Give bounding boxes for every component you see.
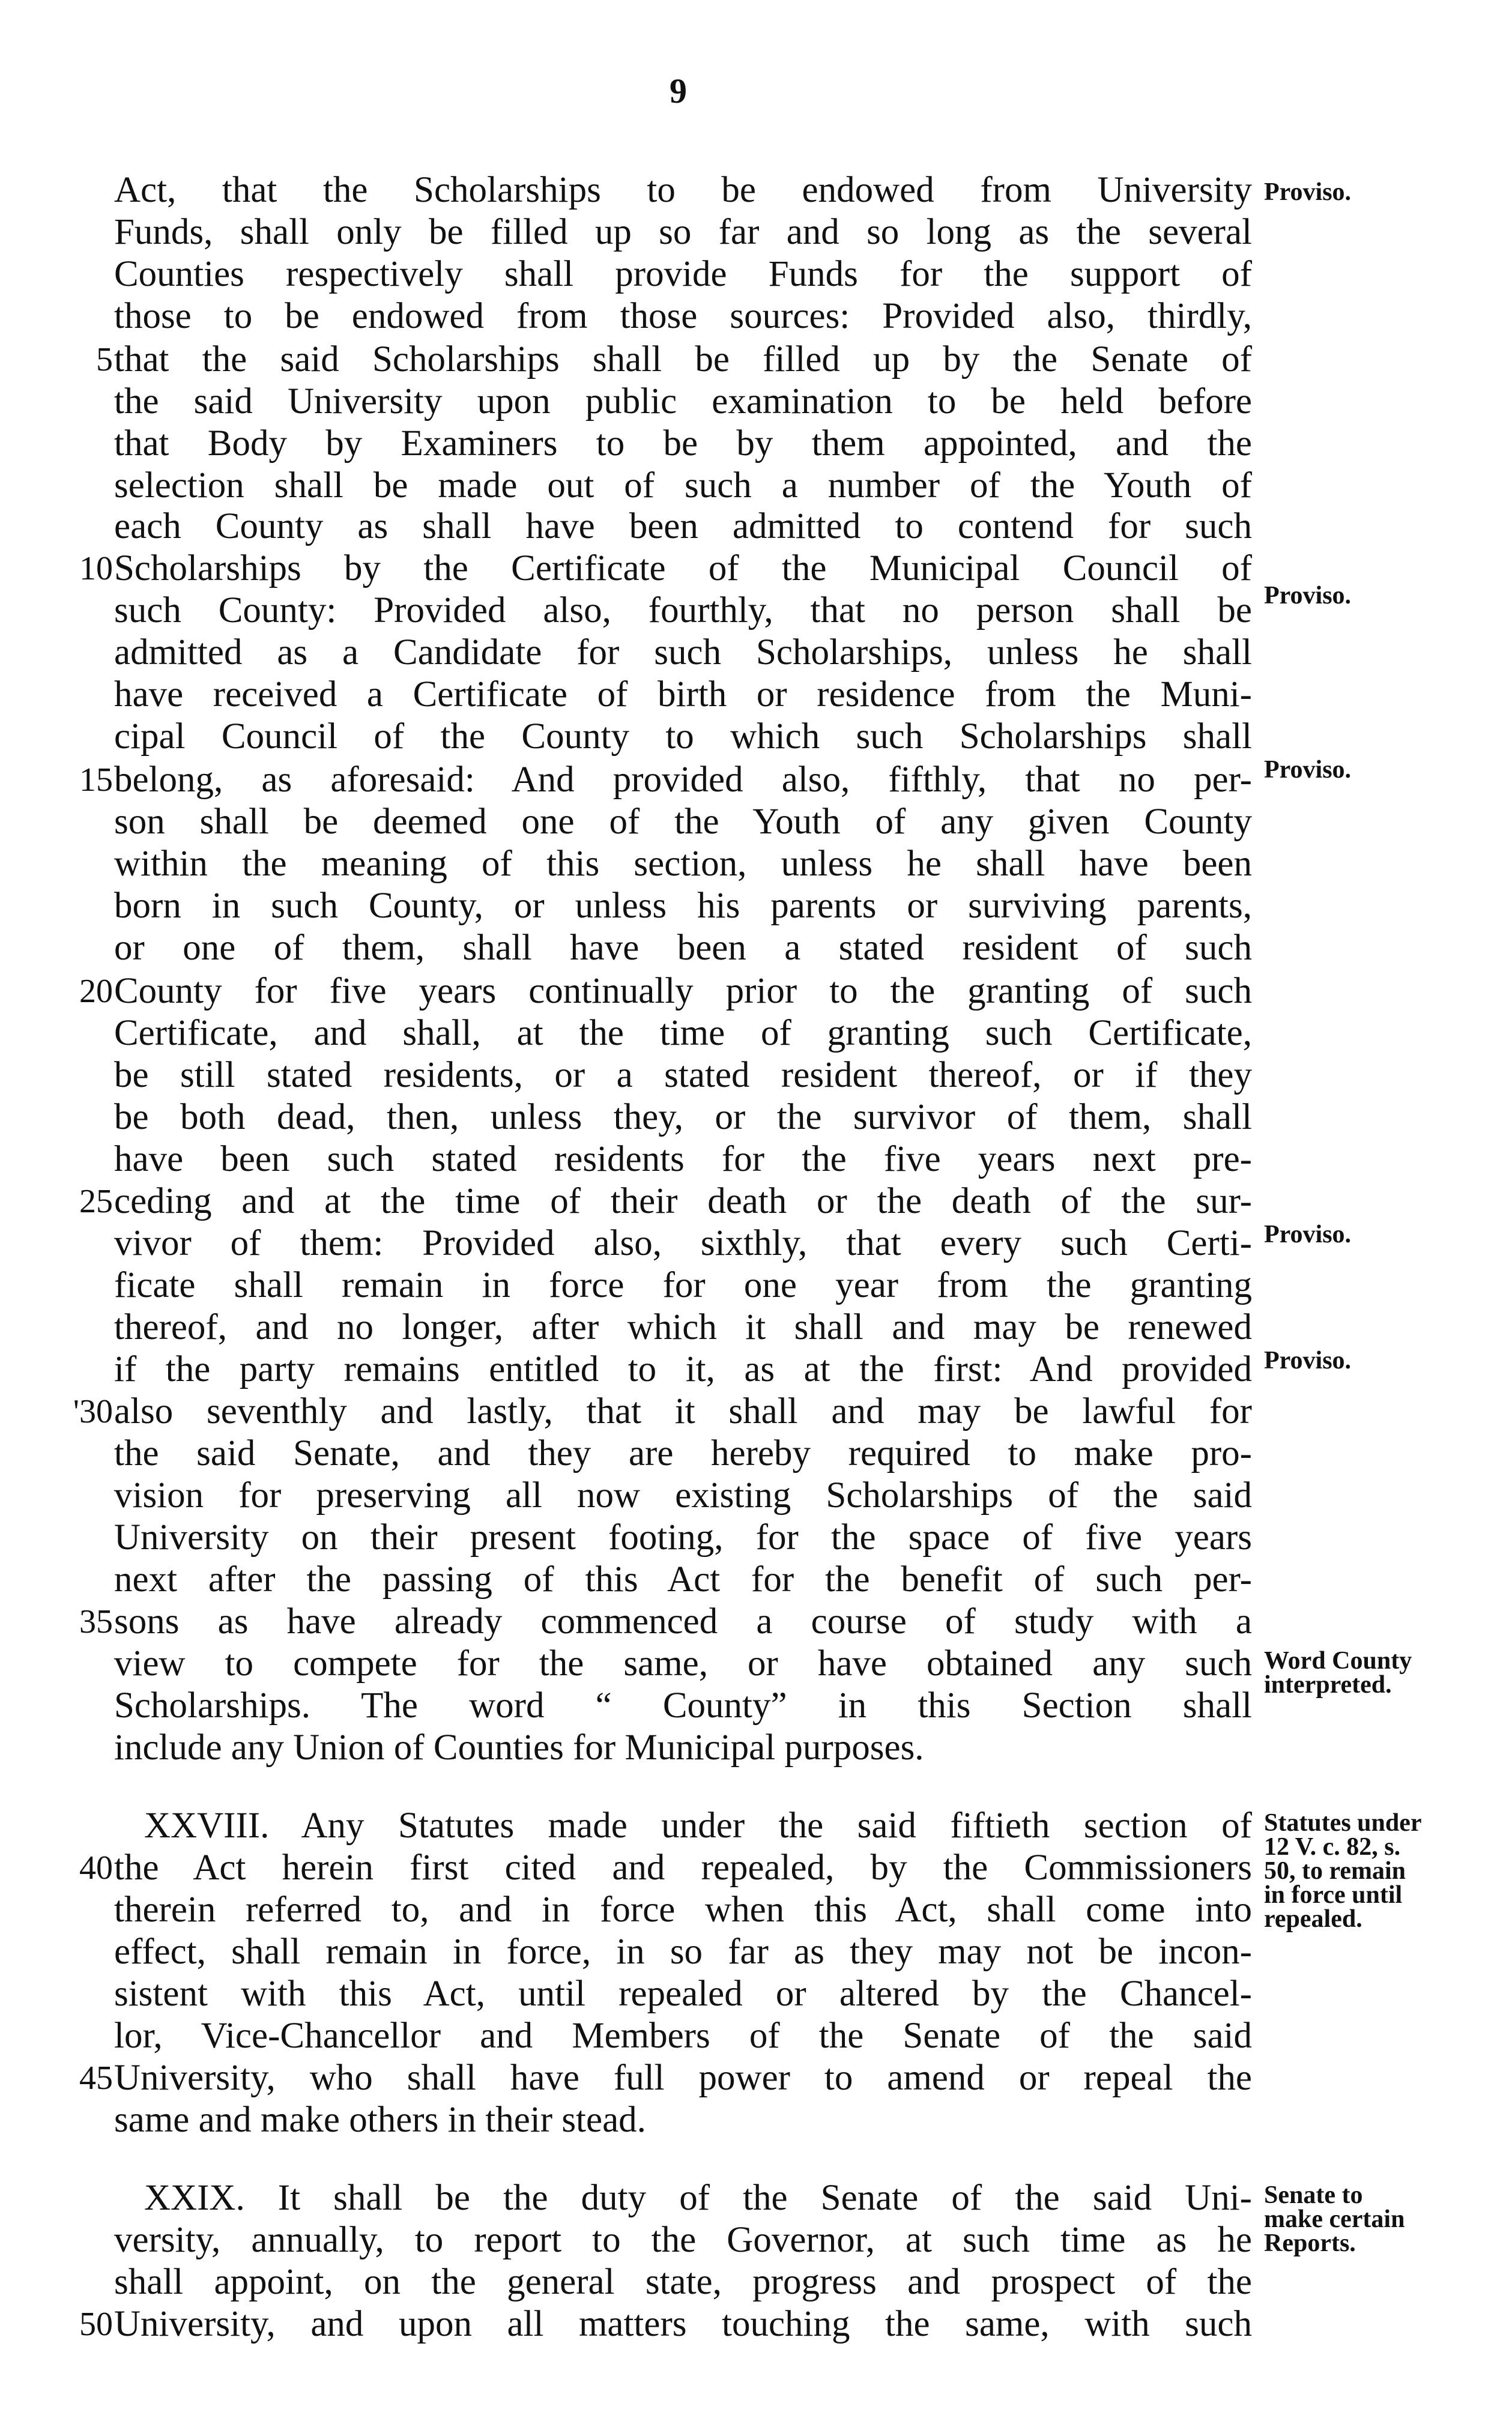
line-number: [29, 1559, 113, 1601]
margin-note-line: Senate to: [1264, 2181, 1363, 2209]
margin-note: [1264, 1811, 1422, 1931]
text-line: shall appoint, on the general state, progress and prospect of the: [114, 2262, 1252, 2302]
margin-note-line: interpreted.: [1264, 1671, 1392, 1699]
text-line: the Act herein first cited and repealed, by the Commissioners: [114, 1848, 1252, 1888]
line-number: [29, 1223, 113, 1265]
line-number: 15: [79, 761, 113, 799]
text-line: such County: Provided also, fourthly, that no person shall be: [114, 590, 1252, 630]
margin-note-line: Proviso.: [1264, 582, 1352, 609]
margin-note: [1264, 2183, 1405, 2255]
text-line: be both dead, then, unless they, or the survivor of them, shall: [114, 1097, 1252, 1137]
line-number: [29, 2261, 113, 2303]
text-line: Counties respectively shall provide Funds for the support of: [114, 254, 1252, 294]
text-line: son shall be deemed one of the Youth of any given County: [114, 802, 1252, 842]
text-line: also seventhly and lastly, that it shall and may be lawful for: [114, 1391, 1252, 1431]
line-number: [29, 1307, 113, 1349]
line-number: [29, 2099, 113, 2141]
margin-note: [1264, 1649, 1412, 1697]
text-line: Scholarships. The word “ County” in this Section shall: [114, 1685, 1252, 1726]
line-number: [29, 1265, 113, 1307]
margin-note-line: Statutes under: [1264, 1809, 1422, 1837]
line-number: [29, 2177, 113, 2219]
text-line: XXVIII. Any Statutes made under the said fiftieth section of: [144, 1806, 1252, 1846]
line-number: [29, 506, 113, 548]
text-line: that the said Scholarships shall be filled up by the Senate of: [114, 339, 1252, 379]
margin-note-line: 50, to remain: [1264, 1857, 1406, 1885]
margin-note-line: Proviso.: [1264, 1221, 1352, 1248]
line-number: [29, 169, 113, 211]
line-number: [29, 1138, 113, 1180]
line-number: 20: [79, 973, 113, 1010]
line-number: 5: [96, 341, 113, 378]
line-number: [29, 1805, 113, 1847]
text-line: Scholarships by the Certificate of the Municipal Council of: [114, 548, 1252, 588]
line-number: 45: [79, 2060, 113, 2097]
margin-note-line: Proviso.: [1264, 1347, 1352, 1374]
text-line: that Body by Examiners to be by them appointed, and the: [114, 423, 1252, 464]
line-number: 10: [79, 550, 113, 587]
line-number: [29, 1931, 113, 1973]
line-number: [29, 2219, 113, 2261]
text-line: have been such stated residents for the five years next pre-: [114, 1139, 1252, 1179]
line-number: [29, 253, 113, 295]
text-line: Certificate, and shall, at the time of granting such Certificate,: [114, 1013, 1252, 1053]
line-number: [29, 1727, 113, 1769]
margin-note-line: Proviso.: [1264, 178, 1352, 206]
text-line: include any Union of Counties for Municipal purposes.: [114, 1727, 924, 1768]
text-line: effect, shall remain in force, in so far as they may not be incon-: [114, 1932, 1252, 1972]
line-number: [29, 1517, 113, 1559]
margin-note: [1264, 1349, 1351, 1373]
line-number: [29, 590, 113, 632]
text-line: or one of them, shall have been a stated resident of such: [114, 928, 1252, 968]
text-line: University on their present footing, for the space of five years: [114, 1517, 1252, 1558]
line-number: [29, 1349, 113, 1391]
text-line: ceding and at the time of their death or the death of the sur-: [114, 1181, 1252, 1221]
text-line: same and make others in their stead.: [114, 2100, 646, 2140]
line-number: [29, 927, 113, 969]
line-number: [29, 843, 113, 885]
text-line: cipal Council of the County to which such Scholarships shall: [114, 716, 1252, 757]
text-line: University, who shall have full power to amend or repeal the: [114, 2058, 1252, 2098]
text-line: thereof, and no longer, after which it shall and may be renewed: [114, 1307, 1252, 1347]
line-number: [29, 2015, 113, 2057]
text-line: the said University upon public examination to be held before: [114, 381, 1252, 422]
text-line: vivor of them: Provided also, sixthly, that every such Certi-: [114, 1223, 1252, 1263]
text-line: sons as have already commenced a course of study with a: [114, 1601, 1252, 1642]
text-line: next after the passing of this Act for the benefit of such per-: [114, 1559, 1252, 1600]
margin-note-line: Word County: [1264, 1647, 1412, 1675]
line-number: 35: [79, 1603, 113, 1640]
line-number: [29, 1643, 113, 1685]
text-line: belong, as aforesaid: And provided also, fifthly, that no per-: [114, 760, 1252, 800]
margin-note-line: make certain: [1264, 2205, 1405, 2233]
page-number: 9: [670, 71, 687, 110]
text-line: have received a Certificate of birth or residence from the Muni-: [114, 674, 1252, 715]
margin-note: [1264, 1223, 1351, 1247]
margin-note: [1264, 758, 1351, 782]
text-line: Act, that the Scholarships to be endowed from University: [114, 170, 1252, 210]
line-number: [29, 211, 113, 253]
line-number: [29, 295, 113, 337]
text-line: University, and upon all matters touching the same, with such: [114, 2304, 1252, 2344]
text-line: County for five years continually prior to the granting of such: [114, 971, 1252, 1011]
text-line: each County as shall have been admitted to contend for such: [114, 506, 1252, 546]
line-number: 50: [79, 2306, 113, 2343]
line-number: 25: [79, 1183, 113, 1220]
line-number: [29, 465, 113, 507]
line-number: [29, 716, 113, 758]
text-line: Funds, shall only be filled up so far and so long as the several: [114, 212, 1252, 252]
text-line: born in such County, or unless his parents or surviving parents,: [114, 886, 1252, 926]
text-line: versity, annually, to report to the Governor, at such time as he: [114, 2220, 1252, 2260]
text-line: view to compete for the same, or have obtained any such: [114, 1643, 1252, 1684]
margin-note-line: in force until: [1264, 1881, 1403, 1909]
line-number: [29, 801, 113, 843]
line-number: [29, 632, 113, 674]
line-number: [29, 885, 113, 927]
line-number: [29, 1433, 113, 1475]
line-number: [29, 1054, 113, 1096]
line-number: [29, 1973, 113, 2015]
margin-note-line: Reports.: [1264, 2229, 1356, 2257]
text-line: therein referred to, and in force when this Act, shall come into: [114, 1890, 1252, 1930]
margin-note: [1264, 180, 1351, 204]
line-number: [29, 1475, 113, 1517]
text-line: ficate shall remain in force for one year from the granting: [114, 1265, 1252, 1305]
text-line: be still stated residents, or a stated resident thereof, or if they: [114, 1055, 1252, 1095]
line-number: 40: [79, 1849, 113, 1887]
line-number: [29, 1096, 113, 1138]
text-line: XXIX. It shall be the duty of the Senate of the said Uni-: [144, 2178, 1252, 2218]
text-line: admitted as a Candidate for such Scholarships, unless he shall: [114, 632, 1252, 672]
text-line: if the party remains entitled to it, as at the first: And provided: [114, 1349, 1252, 1389]
text-line: selection shall be made out of such a number of the Youth of: [114, 465, 1252, 506]
margin-note: [1264, 584, 1351, 608]
line-number: [29, 674, 113, 716]
text-line: those to be endowed from those sources: Provided also, thirdly,: [114, 296, 1252, 336]
text-line: sistent with this Act, until repealed or altered by the Chancel-: [114, 1974, 1252, 2014]
line-number: [29, 1012, 113, 1054]
line-number: [29, 381, 113, 423]
text-line: vision for preserving all now existing Scholarships of the said: [114, 1475, 1252, 1516]
text-line: lor, Vice-Chancellor and Members of the Senate of the said: [114, 2016, 1252, 2056]
line-number: '30: [73, 1393, 113, 1430]
line-number: [29, 1889, 113, 1931]
text-line: the said Senate, and they are hereby required to make pro-: [114, 1433, 1252, 1473]
line-number: [29, 423, 113, 465]
margin-note-line: 12 V. c. 82, s.: [1264, 1833, 1401, 1861]
margin-note-line: Proviso.: [1264, 756, 1352, 784]
margin-note-line: repealed.: [1264, 1905, 1362, 1933]
text-line: within the meaning of this section, unless he shall have been: [114, 844, 1252, 884]
line-number: [29, 1685, 113, 1727]
